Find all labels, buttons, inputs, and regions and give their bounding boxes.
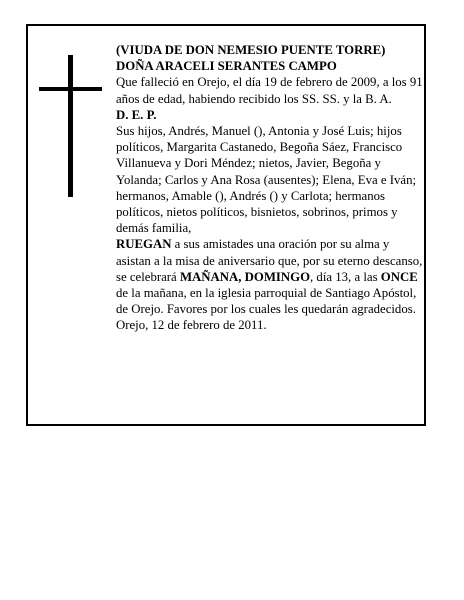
prayer-request bbox=[116, 236, 424, 317]
cross-horizontal-bar bbox=[39, 87, 102, 91]
death-details: Que falleció en Orejo, el día 19 de febrero de 2009, a los 91 años de edad, habiendo recibido los SS. SS. y la B. A. bbox=[116, 75, 423, 106]
request-day: MAÑANA, DOMINGO bbox=[179, 269, 311, 284]
request-text-2: , día 13, a las bbox=[310, 269, 381, 284]
dep-line: D. E. P. bbox=[116, 107, 157, 122]
request-hour: ONCE bbox=[380, 269, 418, 284]
widow-line: (VIUDA DE DON NEMESIO PUENTE TORRE) bbox=[116, 43, 386, 57]
cross-vertical-bar bbox=[68, 55, 73, 197]
place-date: Orejo, 12 de febrero de 2011. bbox=[116, 318, 267, 333]
request-text-1: a sus amistades una oración por su alma y asistan a la misa de aniversario que, por su eterno descanso, se celebrará bbox=[116, 237, 423, 284]
request-text-3: de la mañana, en la iglesia parroquial de Santiago Apóstol, de Orejo. Favores por los cuales les quedarán agradecidos. bbox=[116, 286, 417, 317]
deceased-name: DOÑA ARACELI SERANTES CAMPO bbox=[116, 59, 337, 74]
family-list: Sus hijos, Andrés, Manuel (), Antonia y José Luis; hijos políticos, Margarita Castanedo, Begoña Sáez, Francisco Villanueva y Dori Méndez; nietos, Javier, Begoña y Yolanda; Carlos y Ana Rosa (ausentes); Elena, Eva e Iván; hermanos, Amable (), Andrés () y Carlota; hermanos políticos, nietos políticos, bisnietos, sobrinos, primos y demás familia, bbox=[116, 124, 417, 236]
obituary-text bbox=[116, 42, 424, 334]
request-lead: RUEGAN bbox=[116, 237, 172, 252]
obituary-notice bbox=[26, 24, 426, 426]
